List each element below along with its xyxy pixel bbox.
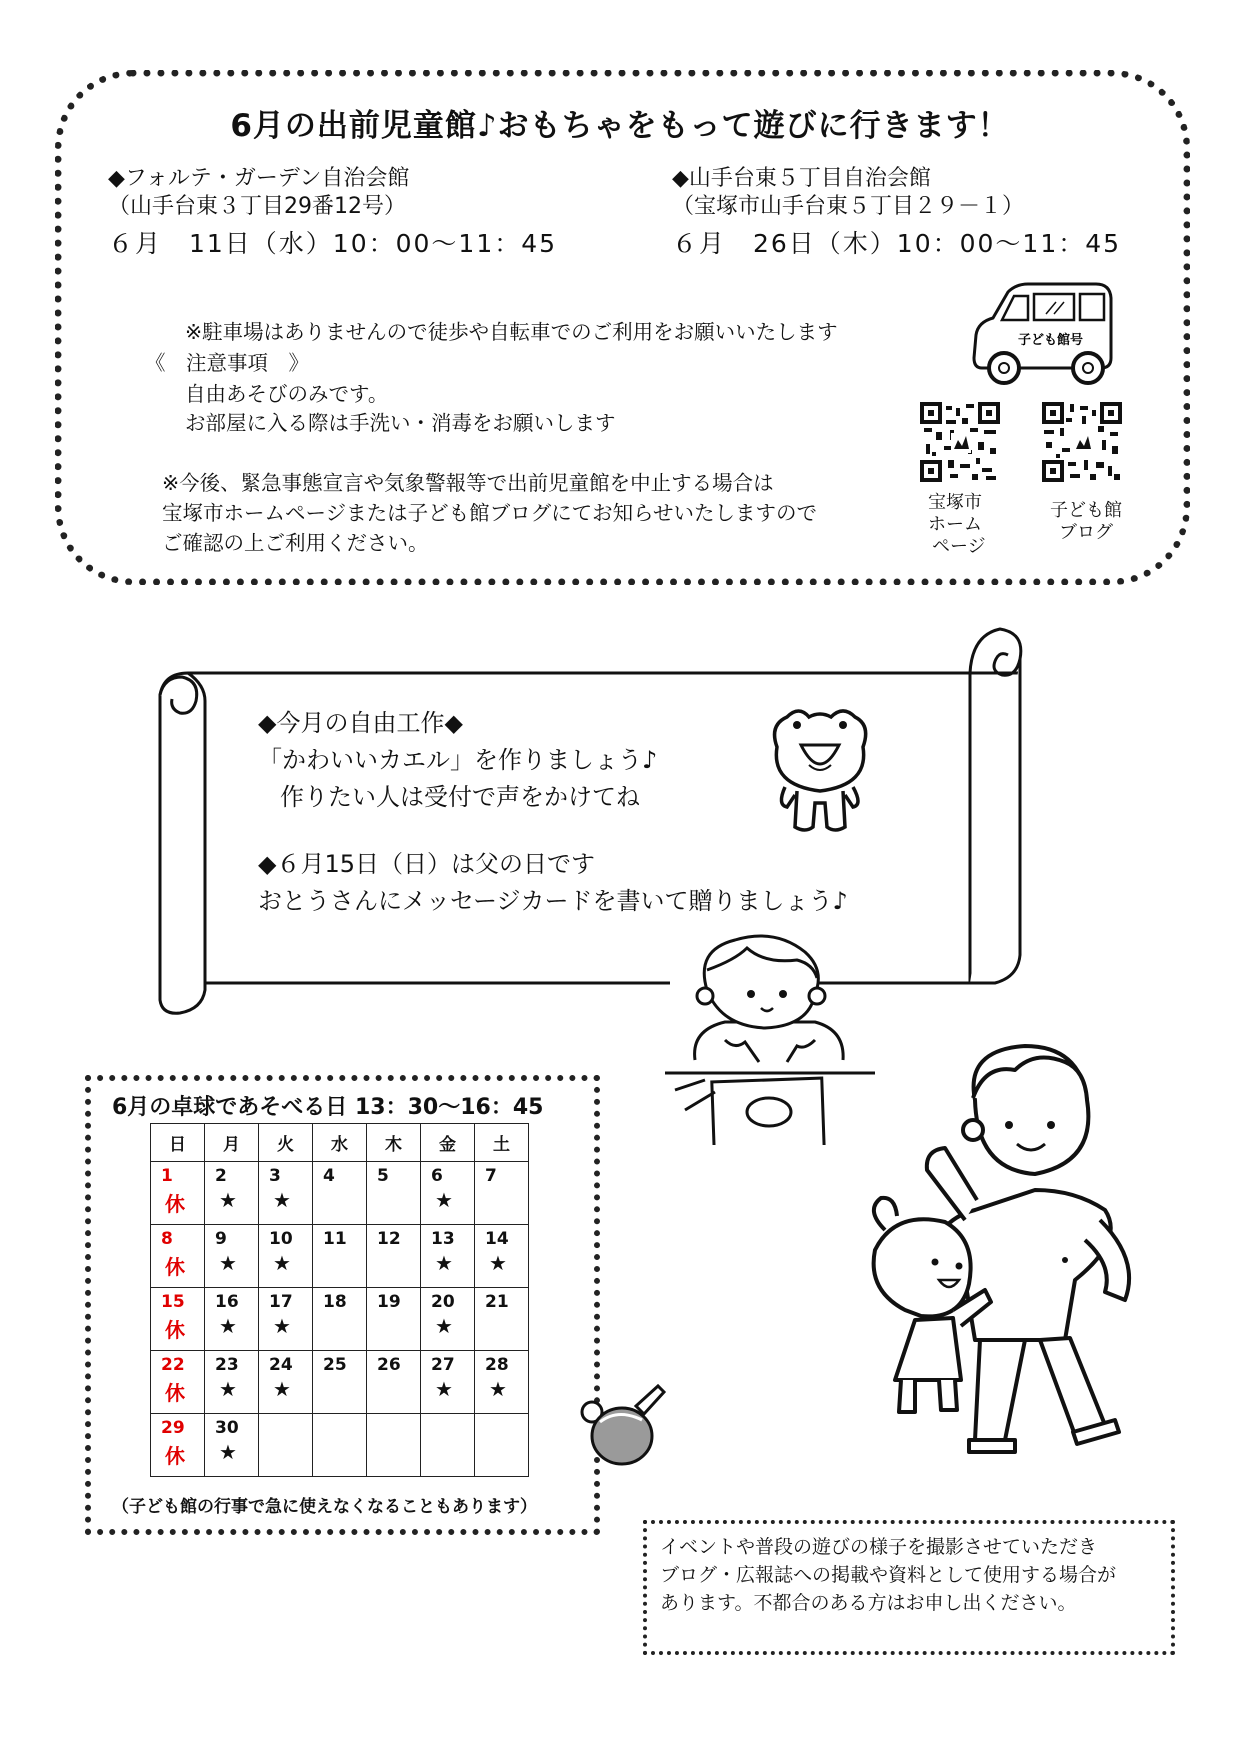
calendar-day-cell [313, 1414, 367, 1477]
calendar-week-row [151, 1288, 529, 1351]
calendar-day-cell: 28 ★ [475, 1351, 529, 1414]
calendar-day-cell: 14 ★ [475, 1225, 529, 1288]
calendar-week-row [151, 1162, 529, 1225]
calendar-day-cell: 10 ★ [259, 1225, 313, 1288]
calendar-day-cell: 18 [313, 1288, 367, 1351]
photo-notice-text: イベントや普段の遊びの様子を撮影させていただき ブログ・広報誌への掲載や資料として使用する場合が あります。不都合のある方はお申し出ください。 [660, 1536, 1117, 1614]
calendar-table [150, 1123, 529, 1477]
qr-code-blog[interactable] [1042, 402, 1122, 482]
calendar-title: 6月の卓球であそべる日 13：30～16：45 [112, 1095, 544, 1120]
weekday-header: 金 [421, 1124, 475, 1162]
venue-1-address: （山手台東３丁目29番12号） [108, 194, 406, 219]
calendar-day-cell: 23 ★ [205, 1351, 259, 1414]
calendar-day-cell: 1 休 [151, 1162, 205, 1225]
calendar-day-cell: 5 [367, 1162, 421, 1225]
caution-heading: 《 注意事項 》 [145, 351, 309, 375]
father-and-child-illustration [865, 1040, 1195, 1470]
craft-heading: ◆今月の自由工作◆ [258, 709, 463, 737]
calendar-day-cell: 11 [313, 1225, 367, 1288]
venue-1-name: ◆フォルテ・ガーデン自治会館 [108, 166, 410, 191]
calendar-day-cell: 30 ★ [205, 1414, 259, 1477]
child-drawing-illustration [665, 930, 880, 1145]
parking-note: ※駐車場はありませんので徒歩や自転車でのご利用をお願いいたします [185, 320, 838, 344]
calendar-day-cell: 27 ★ [421, 1351, 475, 1414]
calendar-week-row [151, 1414, 529, 1477]
venue-2-name: ◆山手台東５丁目自治会館 [672, 166, 931, 191]
calendar-week-row [151, 1351, 529, 1414]
fathers-day-heading: ◆６月15日（日）は父の日です [258, 850, 595, 878]
weekday-header: 木 [367, 1124, 421, 1162]
calendar-day-cell: 13 ★ [421, 1225, 475, 1288]
qr-label-homepage: 宝塚市 ホーム ページ [928, 492, 986, 557]
calendar-day-cell: 22 休 [151, 1351, 205, 1414]
weekday-header: 月 [205, 1124, 259, 1162]
calendar-day-cell: 29 休 [151, 1414, 205, 1477]
calendar-day-cell: 3 ★ [259, 1162, 313, 1225]
calendar-header-row [151, 1124, 529, 1162]
calendar-day-cell: 9 ★ [205, 1225, 259, 1288]
caution-item: お部屋に入る際は手洗い・消毒をお願いします [185, 411, 616, 435]
calendar-day-cell: 6 ★ [421, 1162, 475, 1225]
venue-1-datetime: ６月 11日（水）10：00～11：45 [108, 229, 558, 258]
calendar-day-cell: 17 ★ [259, 1288, 313, 1351]
craft-text: 作りたい人は受付で声をかけてね [280, 783, 640, 811]
calendar-day-cell: 4 [313, 1162, 367, 1225]
qr-label-blog: 子ども館 ブログ [1050, 500, 1122, 543]
calendar-day-cell: 21 [475, 1288, 529, 1351]
venue-2-address: （宝塚市山手台東５丁目２９－１） [672, 194, 1025, 219]
calendar-day-cell: 15 休 [151, 1288, 205, 1351]
cancel-note: 宝塚市ホームページまたは子ども館ブログにてお知らせいたしますので [162, 501, 817, 525]
calendar-day-cell: 12 [367, 1225, 421, 1288]
calendar-day-cell [475, 1414, 529, 1477]
calendar-day-cell: 16 ★ [205, 1288, 259, 1351]
page-title: 6月の出前児童館♪おもちゃをもって遊びに行きます！ [230, 108, 1010, 144]
calendar-day-cell: 20 ★ [421, 1288, 475, 1351]
calendar-day-cell: 25 [313, 1351, 367, 1414]
calendar-day-cell: 24 ★ [259, 1351, 313, 1414]
calendar-day-cell: 7 [475, 1162, 529, 1225]
weekday-header: 水 [313, 1124, 367, 1162]
calendar-day-cell [421, 1414, 475, 1477]
calendar-day-cell [259, 1414, 313, 1477]
weekday-header: 土 [475, 1124, 529, 1162]
craft-text: 「かわいいカエル」を作りましょう♪ [258, 746, 658, 774]
cancel-note: ご確認の上ご利用ください。 [162, 531, 429, 555]
calendar-day-cell [367, 1414, 421, 1477]
weekday-header: 日 [151, 1124, 205, 1162]
bus-illustration [968, 280, 1118, 390]
qr-code-homepage[interactable] [920, 402, 1000, 482]
bus-label: 子ども館号 [1018, 333, 1084, 348]
calendar-day-cell: 19 [367, 1288, 421, 1351]
calendar-day-cell: 26 [367, 1351, 421, 1414]
calendar-note: （子ども館の行事で急に使えなくなることもあります） [112, 1497, 537, 1517]
calendar-day-cell: 8 休 [151, 1225, 205, 1288]
ping-pong-paddle-illustration [578, 1378, 668, 1473]
calendar-day-cell: 2 ★ [205, 1162, 259, 1225]
caution-item: 自由あそびのみです。 [185, 382, 389, 406]
venue-2-datetime: ６月 26日（木）10：00～11：45 [672, 229, 1122, 258]
weekday-header: 火 [259, 1124, 313, 1162]
fathers-day-text: おとうさんにメッセージカードを書いて贈りましょう♪ [258, 887, 848, 915]
calendar-week-row [151, 1225, 529, 1288]
cancel-note: ※今後、緊急事態宣言や気象警報等で出前児童館を中止する場合は [162, 471, 774, 495]
frog-illustration [765, 695, 875, 835]
